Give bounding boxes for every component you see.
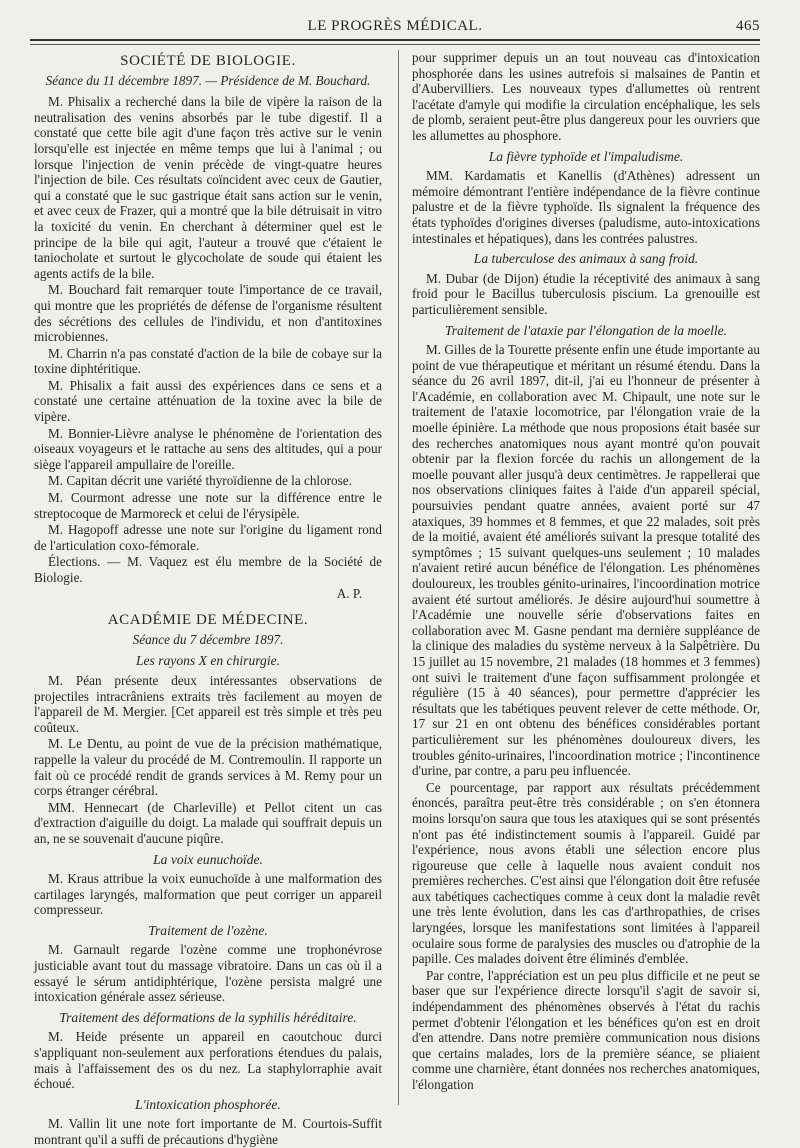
subheading: Les rayons X en chirurgie.: [135, 653, 281, 669]
paragraph: M. Charrin n'a pas constaté d'action de la bile de cobaye sur la toxine diphtéritique.: [34, 345, 382, 377]
paragraph: MM. Kardamatis et Kanellis (d'Athènes) adressent un mémoire démontrant l'entière indépendance de la fièvre continue palustre et de la fièvre typhoïde. Ils signalent la fréquence des états typhoïdes d'origines diverses (paludisme, auto-intoxications intestinales et hépatiques), dans les contrées palustres.: [412, 168, 760, 246]
left-column: [34, 50, 382, 1147]
paragraph: M. Vallin lit une note fort importante de M. Courtois-Suffit montrant qu'il a suffi de précautions d'hygiène: [34, 1116, 382, 1147]
paragraph: Par contre, l'appréciation est un peu plus difficile et ne peut se baser que sur l'expérience directe lorsqu'il s'agit de savoir si, indépendamment des phénomènes observés à l'état du rachis permet d'obtenir l'élongation et les bénéfices qu'on est en droit d'en attendre. Dans notre première communication nous disions que certains malades, lors de la première séance, se pliaient comme une charnière, étant données nos recherches anatomiques, l'élongation: [412, 967, 760, 1092]
section-subtitle-academie: Séance du 7 décembre 1897.: [132, 631, 284, 647]
spacer: [34, 601, 382, 609]
signature: A. P.: [336, 585, 362, 601]
header-rule: [30, 39, 760, 41]
subheading: La voix eunuchoïde.: [153, 851, 263, 867]
paragraph: M. Phisalix a fait aussi des expériences dans ce sens et a constaté une certaine atténuation de la toxine avec la bile de vipère.: [34, 377, 382, 425]
paragraph: M. Heide présente un appareil en caoutchouc durci s'appliquant non-seulement aux perforations étendues du palais, mais à l'affaissement des os du nez. La staphylorraphie avait échoué.: [34, 1029, 382, 1092]
paragraph: M. Courmont adresse une note sur la différence entre le streptocoque de Marmoreck et celui de l'érysipèle.: [34, 490, 382, 521]
paragraph: M. Gilles de la Tourette présente enfin une étude importante au point de vue thérapeutique et méritant un résumé étendu. Dans la séance du 26 avril 1897, dit-il, j'ai eu l'honneur de présenter à l'Académie, en collaboration avec M. Chipault, une note sur le traitement de l'ataxie locomotrice, par l'élongation vraie de la moelle épinière. La méthode que nous proposions était basée sur des recherches anatomiques nous ayant montré qu'on pouvait obtenir par la flexion forcée du rachis un allongement de la moelle pouvant aller jusqu'à deux centimètres. Je rappellerai que nos observations cliniques faites à l'aide d'un appareil spécial, poursuivies pendant quatre années, avaient porté sur 47 ataxiques, 39 hommes et 8 femmes, et que 22 malades, soit près de la moitié, avaient été améliorés suivant la presque totalité des symptômes ; 15 suivant quelques-uns seulement ; 10 malades n'avaient retiré aucun bénéfice de l'élongation. Les phénomènes douloureux, les troubles génito-urinaires, l'incoordination motrice avaient été surtout améliorés. Je désire aujourd'hui soumettre à l'Académie une nouvelle série d'observations faites en collaboration avec M. Gasne pendant ma dernière suppléance de la clinique des maladies du système nerveux à la Salpêtrière. Du 15 juillet au 15 novembre, 21 malades (18 hommes et 3 femmes) ont suivi le traitement d'une façon suffisamment prolongée et régulière (15 à 40 séances), pour permettre d'apprécier les résultats que les tabétiques peuvent relever de cette méthode. Or, 17 sur 21 en ont obtenu des bénéfices considérables portant particulièrement sur les phénomènes douloureux divers, les troubles génito-urinaires, l'incoordination motrice ; l'incontinence d'urine, par contre, a paru peu influencée.: [412, 342, 760, 779]
subheading: Traitement de l'ataxie par l'élongation de la moelle.: [444, 322, 728, 338]
subheading: Traitement de l'ozène.: [148, 922, 268, 938]
paragraph: Élections. — M. Vaquez est élu membre de la Société de Biologie.: [34, 554, 382, 585]
section-title-biologie: SOCIÉTÉ DE BIOLOGIE.: [120, 53, 296, 69]
running-head: [30, 18, 760, 40]
paragraph: M. Hagopoff adresse une note sur l'origine du ligament rond de l'articulation coxo-fémorale.: [34, 522, 382, 553]
header-rule-thin: [30, 44, 760, 45]
paragraph: M. Bouchard fait remarquer toute l'importance de ce travail, qui montre que les propriétés de défense de l'organisme résultent des sécrétions des cellules de l'individu, et non d'antitoxines microbiennes.: [34, 282, 382, 345]
paragraph: MM. Hennecart (de Charleville) et Pellot citent un cas d'extraction d'aiguille du doigt. La malade qui souffrait depuis un an, ne se souvenait d'aucune piqûre.: [34, 799, 382, 846]
subheading: La tuberculose des animaux à sang froid.: [473, 251, 699, 267]
page-number: 465: [736, 18, 760, 34]
subheading: La fièvre typhoïde et l'impaludisme.: [488, 148, 684, 164]
paragraph: pour supprimer depuis un an tout nouveau cas d'intoxication phosphorée dans les usines autrefois si malsaines de Pantin et d'Aubervilliers. Les nouveaux types d'allumettes où rentrent l'acétate d'amyle qui modifie la circulation encéphalique, les sels de plomb, seraient peut-être plus dangereux pour les ouvriers que les allumettes au phosphore.: [412, 50, 760, 143]
section-title-academie: ACADÉMIE DE MÉDECINE.: [107, 612, 309, 629]
paragraph: M. Le Dentu, au point de vue de la précision mathématique, rappelle la valeur du procédé de M. Contremoulin. Il rapporte un fait où ce procédé rendit de grands services à M. Remy pour un corps étranger cérébral.: [34, 736, 382, 799]
paragraph: M. Kraus attribue la voix eunuchoïde à une malformation des cartilages laryngés, malformation que peut corriger un appareil compresseur.: [34, 871, 382, 918]
paragraph: M. Phisalix a recherché dans la bile de vipère la raison de la neutralisation des venins absorbés par le tube digestif. Il a constaté que cette bile agit d'une façon très active sur le venin lorsqu'elle est injectée en même temps que lui à l'animal ; ou lorsque l'injection de venin précède de vingt-quatre heures l'injection de bile. Ces résultats coïncident avec ceux de Gautier, qui a constaté que le suc gastrique était sans action sur le venin, et avec ceux de Frazer, qui a montré que la bile détruisait in vitro la toxicité du venin. En cherchant à déterminer quel est le principe de la bile qui agit, l'auteur a trouvé que c'étaient le taniocholate et surtout le glycocholate de soude qui étaient les agents actifs de la bile.: [34, 94, 382, 281]
paragraph: M. Capitan décrit une variété thyroïdienne de la chlorose.: [48, 473, 352, 489]
paragraph: M. Dubar (de Dijon) étudie la réceptivité des animaux à sang froid pour le Bacillus tuberculosis piscium. La grenouille est particulièrement sensible.: [412, 270, 760, 317]
column-divider: [398, 50, 399, 1105]
paragraph: Ce pourcentage, par rapport aux résultats précédemment énoncés, paraîtra peut-être très considérable ; on s'en étonnera moins lorsqu'on saura que tous les ataxiques qui se sont présentés n'ont pas été indistinctement soumis à l'appareil. Guidé par l'expérience, nous avons établi une sélection encore plus rigoureuse que celle à laquelle nous avaient conduit nos premières recherches. C'est ainsi que l'élongation doit être refusée aux tabétiques cachectiques comme à ceux dont la maladie revêt une très lente évolution, dans les cas d'arthropathies, de crises laryngées, lorsque les manifestations sont limitées à l'appareil oculaire sous forme de paralysies des muscles ou d'atrophie de la papille. Ces malades doivent être éliminés d'emblée.: [412, 779, 760, 967]
journal-title: LE PROGRÈS MÉDICAL.: [307, 18, 483, 34]
subheading: L'intoxication phosphorée.: [135, 1096, 281, 1112]
section-subtitle-biologie: Séance du 11 décembre 1897. — Présidence de M. Bouchard.: [45, 72, 371, 88]
paragraph: M. Péan présente deux intéressantes observations de projectiles intracrâniens extraits très facilement au moyen de l'appareil de M. Mergier. [Cet appareil est très simple et très peu coûteux.: [34, 672, 382, 735]
subheading: Traitement des déformations de la syphilis héréditaire.: [59, 1009, 357, 1025]
paragraph: M. Garnault regarde l'ozène comme une trophonévrose justiciable avant tout du massage vibratoire. Dans un cas où il a essayé le sérum antidiphtérique, l'ozène persista malgré une intoxication générale assez sérieuse.: [34, 942, 382, 1005]
paragraph: M. Bonnier-Lièvre analyse le phénomène de l'orientation des oiseaux voyageurs et le rattache au sens des altitudes, qui a pour siège l'appareil ampullaire de l'oreille.: [34, 425, 382, 472]
right-column: [412, 50, 760, 1108]
